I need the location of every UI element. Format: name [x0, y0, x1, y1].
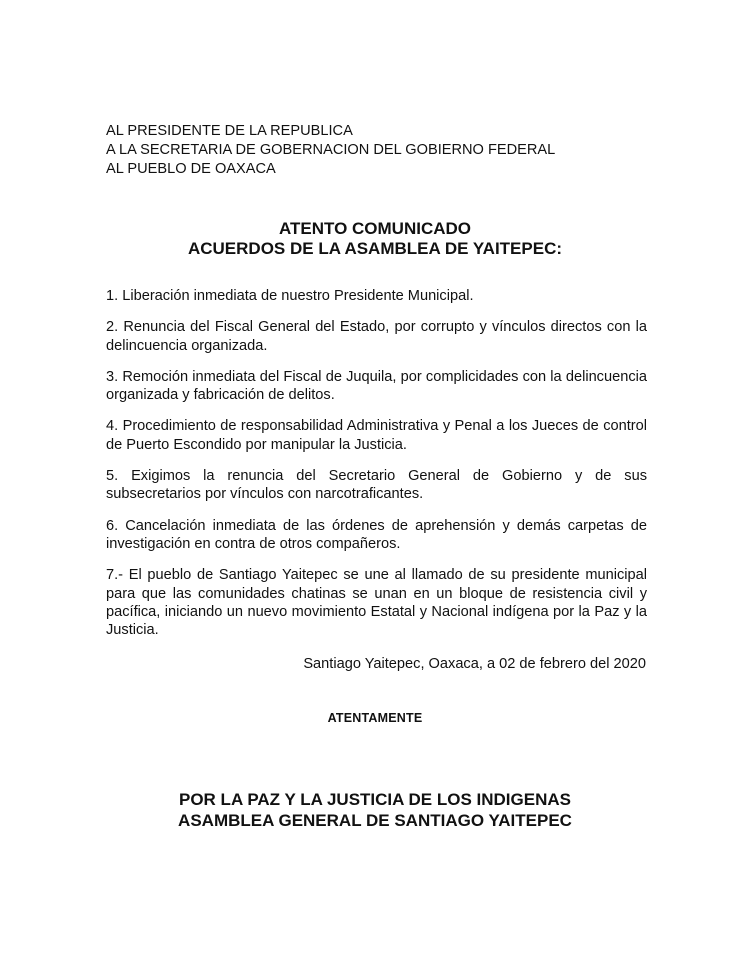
signature-block — [0, 789, 750, 831]
closing-salutation: ATENTAMENTE — [327, 711, 423, 725]
agreement-item: 3. Remoción inmediata del Fiscal de Juquila, por complicidades con la delincuencia organizada y fabricación de delitos. — [106, 368, 647, 404]
agreement-item: 7.- El pueblo de Santiago Yaitepec se une al llamado de su presidente municipal para que las comunidades chatinas se unan en un bloque de resistencia civil y pacífica, iniciando un nuevo movimiento Estatal y Nacional indígena por la Paz y la Justicia. — [106, 567, 647, 639]
document-title — [0, 219, 750, 259]
agreement-item: 2. Renuncia del Fiscal General del Estado, por corrupto y vínculos directos con la delincuencia organizada. — [106, 319, 647, 354]
place-and-date: Santiago Yaitepec, Oaxaca, a 02 de febrero del 2020 — [303, 656, 646, 672]
recipient-line: AL PRESIDENTE DE LA REPUBLICA — [106, 123, 353, 139]
signature-line: POR LA PAZ Y LA JUSTICIA DE LOS INDIGENAS — [179, 790, 571, 809]
agreement-item: 6. Cancelación inmediata de las órdenes de aprehensión y demás carpetas de investigación en contra de otros compañeros. — [106, 517, 647, 553]
signature-line: ASAMBLEA GENERAL DE SANTIAGO YAITEPEC — [178, 811, 572, 830]
recipients-block — [106, 122, 555, 179]
agreements-list — [106, 287, 647, 653]
agreement-item: 4. Procedimiento de responsabilidad Administrativa y Penal a los Jueces de control de Puerto Escondido por manipular la Justicia. — [106, 418, 647, 453]
recipient-line: AL PUEBLO DE OAXACA — [106, 161, 276, 177]
title-line: ACUERDOS DE LA ASAMBLEA DE YAITEPEC: — [187, 239, 563, 258]
recipient-line: A LA SECRETARIA DE GOBERNACION DEL GOBIERNO FEDERAL — [106, 142, 556, 158]
agreement-item: 5. Exigimos la renuncia del Secretario General de Gobierno y de sus subsecretarios por vínculos con narcotraficantes. — [106, 468, 647, 503]
agreement-item: 1. Liberación inmediata de nuestro Presidente Municipal. — [106, 288, 474, 304]
title-line: ATENTO COMUNICADO — [278, 219, 472, 238]
